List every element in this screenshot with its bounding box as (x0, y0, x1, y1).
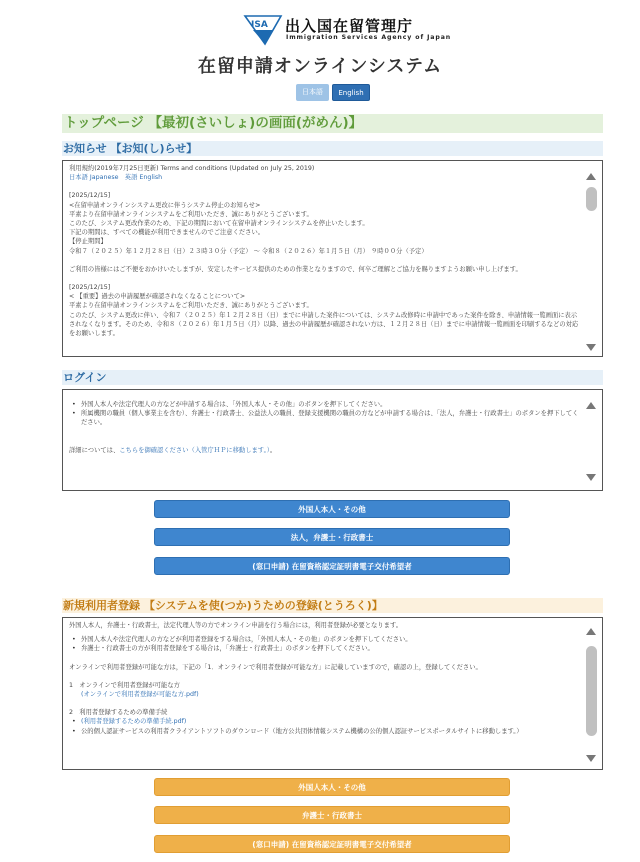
notice-date: [2025/12/15] (69, 192, 111, 200)
terms-ja-link[interactable]: 日本語 Japanese (69, 174, 119, 182)
client-software-link[interactable]: • 公的個人認証サービスの利用者クライアントソフトのダウンロード（地方公共団体情報システム機構の公的個人認証サービスポータルサイトに移動します。） (81, 727, 580, 736)
notice-scrollbar[interactable] (580, 161, 602, 356)
login-bullets (81, 400, 580, 428)
notice-text: このたび、システム更改作業のため、下記の期間において在留申請オンラインシステムを停止いたします。 (69, 220, 369, 228)
scroll-down-icon[interactable] (586, 344, 596, 351)
register-window-application-button[interactable]: (窓口申請) 在留資格認定証明書電子交付希望者 (154, 835, 510, 853)
register-foreigner-button[interactable]: 外国人本人・その他 (154, 778, 510, 796)
register-heading: 新規利用者登録 【システムを使(つか)うための登録(とうろく)】 (62, 598, 603, 613)
notice-box[interactable] (62, 160, 603, 357)
login-info-content (69, 400, 580, 488)
notice-content (69, 164, 580, 354)
login-corporate-button[interactable]: 法人，弁護士・行政書士 (154, 528, 510, 546)
notice-title: < 【重要】過去の申請履歴が確認されなくなることについて> (69, 293, 246, 301)
login-detail: 詳細については、こちらを御確認ください（入管庁ＨＰに移動します。）。 (69, 446, 277, 454)
terms-links (69, 173, 580, 182)
register-section-title: 2 利用者登録するための準備手続 (69, 709, 168, 717)
lang-japanese-button[interactable]: 日本語 (296, 84, 329, 101)
eligible-users-pdf-link[interactable]: (オンラインで利用者登録が可能な方.pdf) (81, 691, 199, 699)
scroll-up-icon[interactable] (586, 402, 596, 409)
login-bullet: • 外国人本人や法定代理人の方などが申請する場合は、「外国人本人・その他」のボタンを押下してください。 (81, 400, 580, 409)
login-scrollbar[interactable] (580, 390, 602, 490)
prep-procedure-pdf-link[interactable]: • (利用者登録するための準備手続.pdf) (81, 717, 580, 726)
scroll-up-icon[interactable] (586, 628, 596, 635)
notice-text: 平素より在留申請オンラインシステムをご利用いただき、誠にありがとうございます。 (69, 302, 313, 310)
login-info-box[interactable] (62, 389, 603, 491)
scroll-down-icon[interactable] (586, 474, 596, 481)
notice-title: <在留申請オンラインシステム更改に伴うシステム停止のお知らせ> (69, 201, 261, 209)
notice-text: このたび、システム更改に伴い、令和７（２０２５）年１２月２８日（日）までに申請した案件については、システム改修時に申請中であった案件を除き、申請情報一覧画面に表示されなくなります。そのため、令和８（２０２６）年１月５日（月）以降、過去の申請履歴が確認されない方は、１２月２８日（日）までに申請情報一覧画面を印刷するなどの対応をお願いします。 (69, 311, 579, 338)
agency-name-jp: 出入国在留管理庁 (285, 17, 414, 35)
notice-date: [2025/12/15] (69, 284, 111, 292)
agency-name-en: Immigration Services Agency of Japan (286, 34, 452, 41)
notice-text: ご利用の皆様にはご不便をおかけいたしますが、安定したサービス提供のための作業となりますので、何卒ご理解とご協力を賜りますようお願い申し上げます。 (69, 265, 522, 273)
register-section-title: 1 オンラインで利用者登録が可能な方 (69, 681, 180, 689)
terms-line: 利用規約(2019年7月25日更新) Terms and conditions (Updated on July 25, 2019) (69, 165, 315, 172)
system-title: 在留申請オンラインシステム (197, 56, 443, 77)
register-lawyer-button[interactable]: 弁護士・行政書士 (154, 806, 510, 824)
notice-heading: お知らせ 【お知(し)らせ】 (62, 141, 603, 156)
notice-text: 下記の期間は、すべての機能が利用できませんのでご注意ください。 (69, 229, 265, 237)
register-bullets (81, 635, 580, 653)
scroll-down-icon[interactable] (586, 755, 596, 762)
register-scrollbar[interactable] (580, 618, 602, 769)
terms-en-link[interactable]: 英語 English (124, 174, 163, 182)
agency-hp-link[interactable]: こちらを御確認ください（入管庁ＨＰに移動します。） (119, 446, 270, 454)
page-title: トップページ 【最初(さいしょ)の画面(がめん)】 (62, 114, 603, 133)
notice-text: 令和７（２０２５）年１２月２８日（日）２３時３０分（予定） ～ 令和８（２０２６）年１月５日（月） ９時００分（予定） (69, 247, 428, 255)
scroll-thumb[interactable] (586, 646, 597, 736)
site-header (0, 0, 640, 110)
login-window-application-button[interactable]: (窓口申請) 在留資格認定証明書電子交付希望者 (154, 557, 510, 575)
isa-logo-icon (243, 14, 283, 46)
scroll-up-icon[interactable] (586, 173, 596, 180)
login-foreigner-button[interactable]: 外国人本人・その他 (154, 500, 510, 518)
register-info-box[interactable] (62, 617, 603, 770)
svg-text:ISA: ISA (251, 20, 268, 30)
register-bullet: • 弁護士・行政書士の方が利用者登録をする場合は，「弁護士・行政書士」のボタンを押下してください。 (81, 644, 580, 653)
register-text: オンラインで利用者登録が可能な方は，下記の「1．オンラインで利用者登録が可能な方」に記載していますので，確認の上，登録してください。 (69, 663, 482, 671)
register-prep-list (81, 717, 580, 735)
agency-logo[interactable] (243, 14, 452, 44)
lang-english-button[interactable]: English (332, 84, 370, 101)
login-heading: ログイン (62, 370, 603, 385)
login-bullet: • 所属機関の職員（個人事業主を含む）、弁護士・行政書士、公益法人の職員、登録支援機関の職員の方などが申請する場合は、「法人，弁護士・行政書士」のボタンを押下してください。 (81, 409, 580, 427)
register-info-content (69, 621, 580, 767)
register-bullet: • 外国人本人や法定代理人の方などが利用者登録をする場合は，「外国人本人・その他」のボタンを押下してください。 (81, 635, 580, 644)
notice-text: 【停止期間】 (69, 238, 107, 246)
register-text: 外国人本人，弁護士・行政書士，法定代理人等の方でオンライン申請を行う場合には，利用者登録が必要となります。 (69, 622, 403, 629)
scroll-thumb[interactable] (586, 187, 597, 211)
notice-text: 平素より在留申請オンラインシステムをご利用いただき、誠にありがとうございます。 (69, 210, 313, 218)
